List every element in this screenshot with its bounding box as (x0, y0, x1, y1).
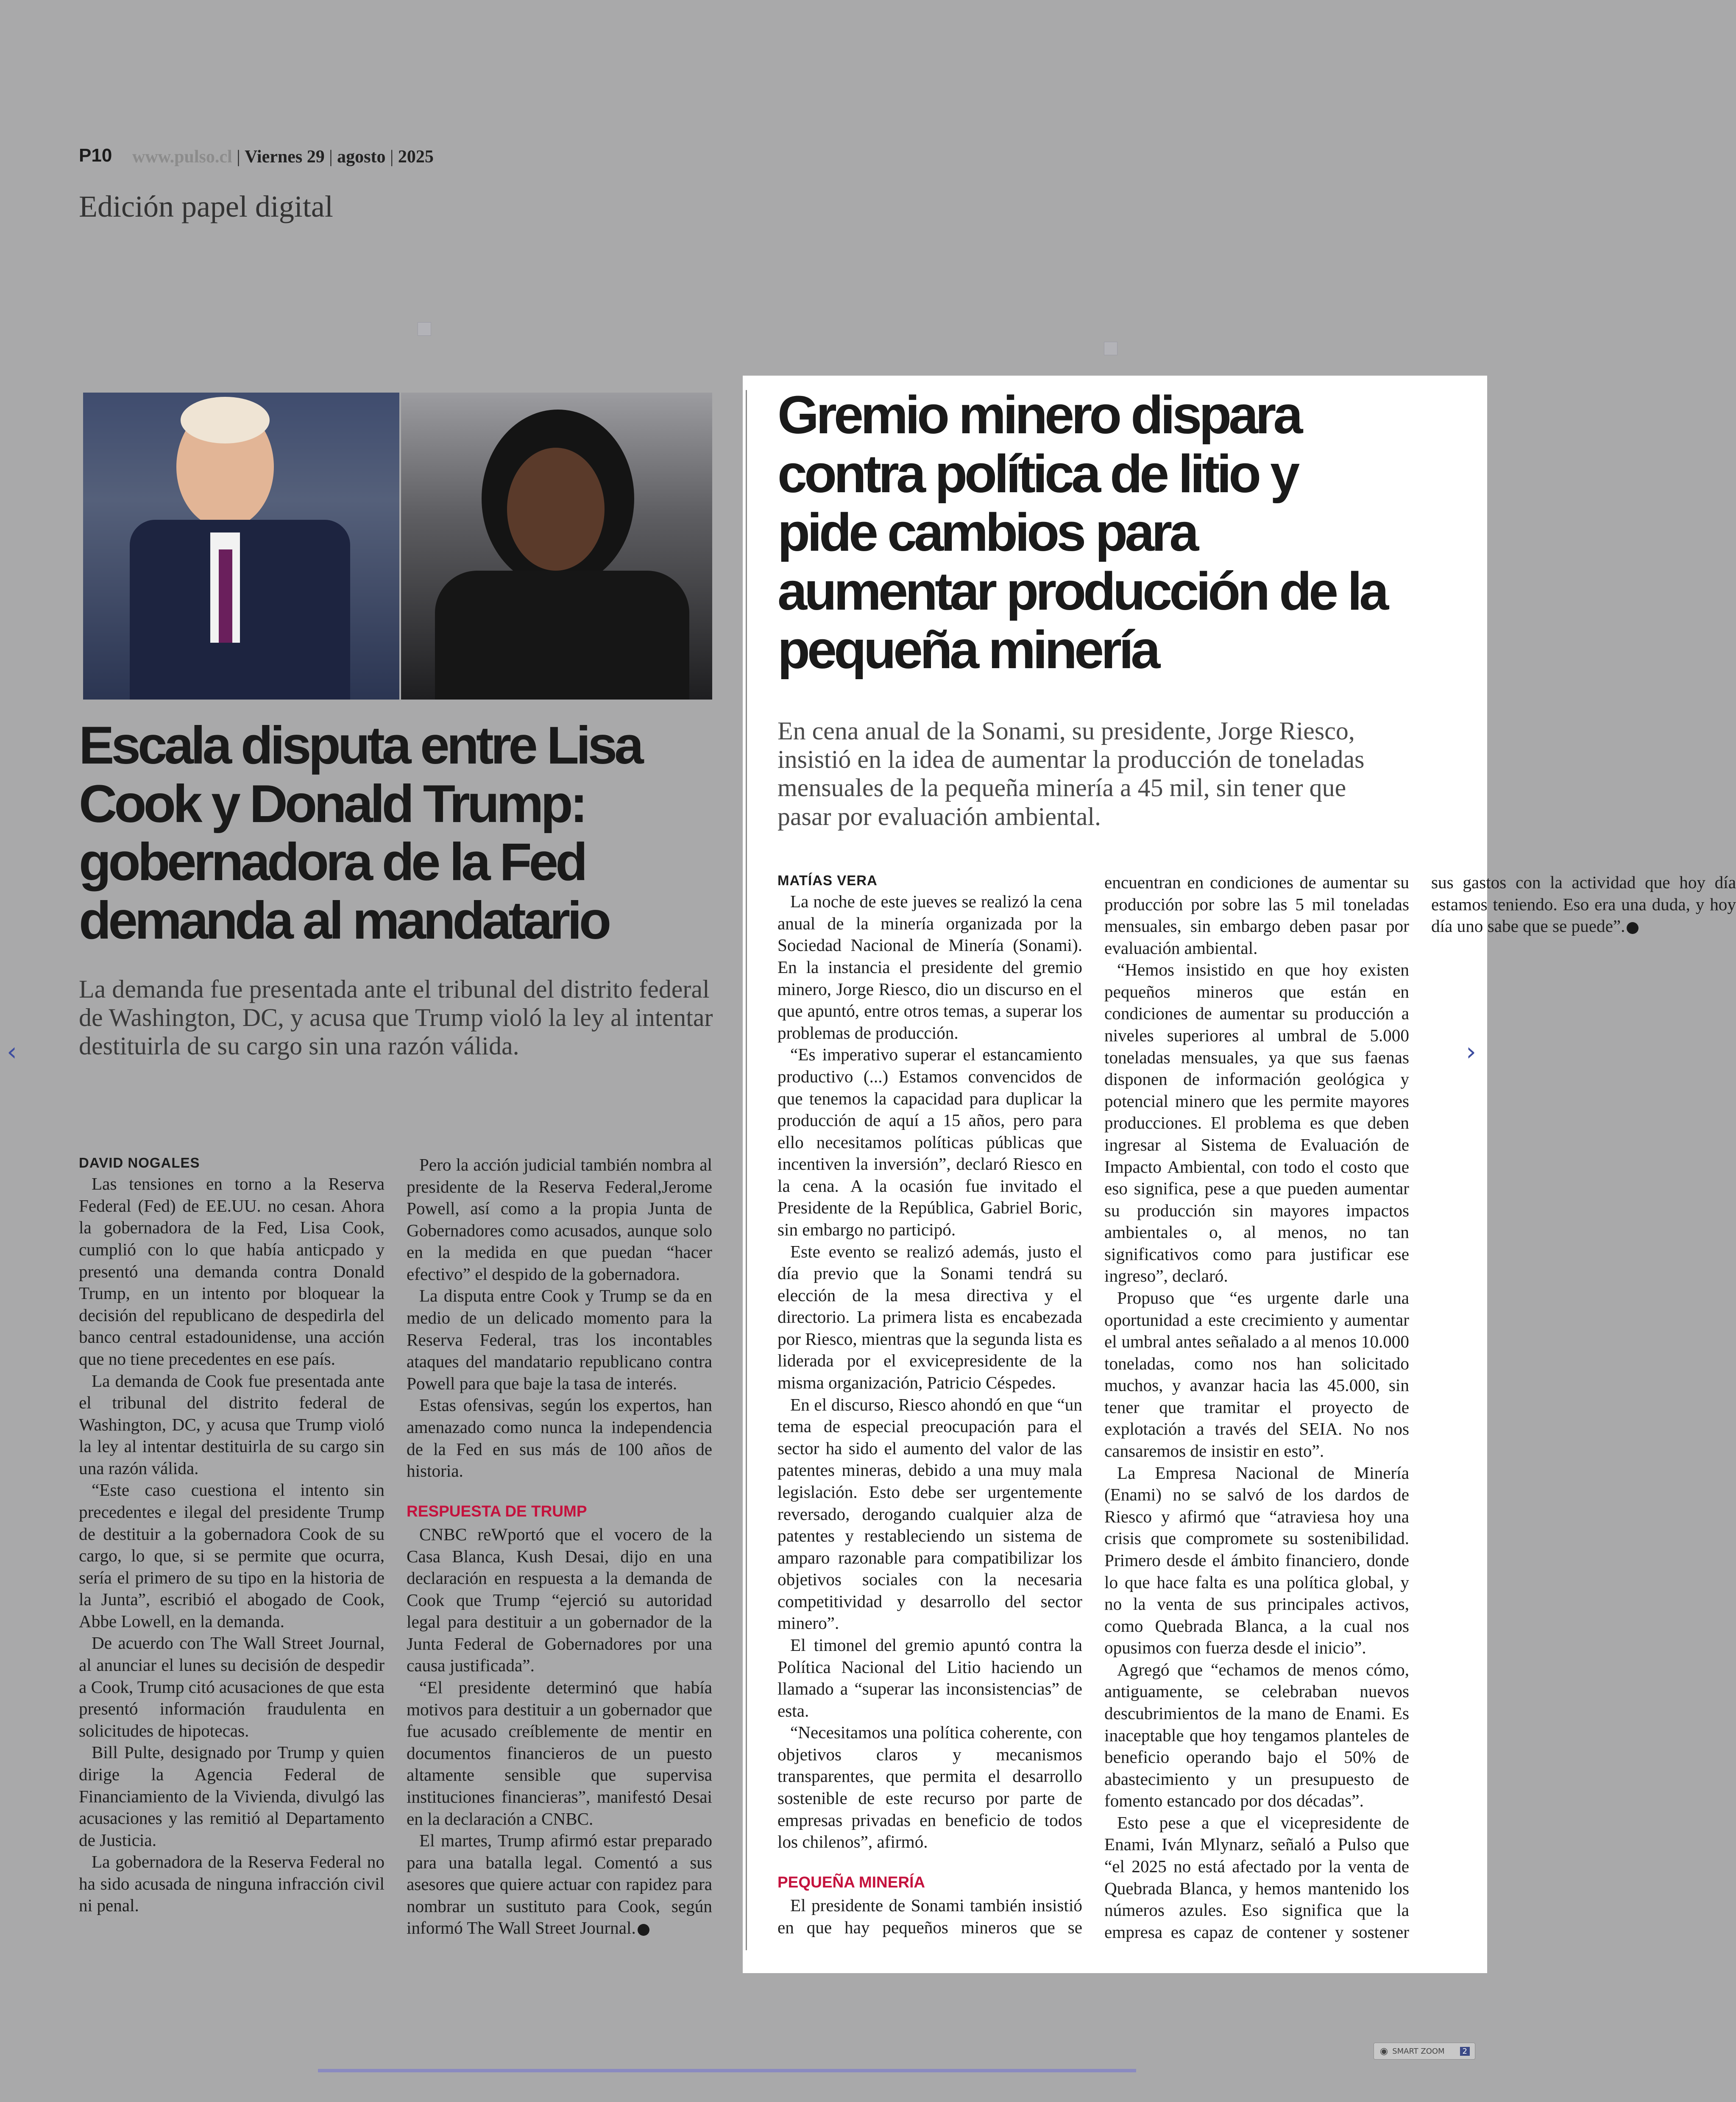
separator: | (237, 147, 240, 167)
paragraph: “Necesitamos una política coherente, con objetivos claros y mecanismos transparentes, que permita el desarrollo sostenible de este recurso por parte de empresas privadas en beneficio de todos los chilenos”, afirmó. (777, 1723, 1082, 1852)
suit-shape (130, 520, 350, 700)
paragraph: El presidente de Sonami también insistió en que hay pequeños mineros que se encuentran en condiciones de aumentar su producción por sobre las 5 mil toneladas mensuales, sin embargo deben pasar por evaluación ambiental. (777, 873, 1409, 1937)
tie-shape (219, 549, 232, 643)
paragraph-final (407, 1830, 712, 1939)
left-story-body (79, 1154, 712, 1950)
header-month: agosto (337, 147, 386, 167)
page-marker-icon[interactable] (1104, 342, 1117, 355)
smart-zoom-label: SMART ZOOM (1392, 2046, 1445, 2056)
page-number: P10 (79, 145, 112, 166)
paragraph: La demanda de Cook fue presentada ante el tribunal del distrito federal de Washington, DC, y acusa que Trump violó la ley al intentar destituirla de su cargo sin una razón válida. (79, 1371, 385, 1478)
smart-zoom-button[interactable] (1374, 2043, 1475, 2060)
byline: MATÍAS VERA (777, 873, 878, 888)
header-year: 2025 (398, 147, 434, 167)
pulso-end-icon (638, 1924, 649, 1936)
right-story-dek: En cena anual de la Sonami, su presidente, Jorge Riesco, insistió en la idea de aumentar la producción de toneladas mensuales de la pequeña minería a 45 mil, sin tener que pasar por evaluación ambiental. (777, 716, 1365, 831)
paragraph: El timonel del gremio apuntó contra la Política Nacional del Litio haciendo un llamado a “superar las inconsistencias” de esta. (777, 1635, 1082, 1720)
paragraph: La Empresa Nacional de Minería (Enami) no se salvó de los dardos de Riesco y afirmó que “atraviesa hoy una crisis que compromete su sostenibilidad. Primero desde el ámbito financiero, donde lo que hace falta es una política global, y no la venta de sus principales activos, como Quebrada Blanca, a la cual nos opusimos con fuerza desde el inicio”. (1104, 1463, 1409, 1658)
right-story-body (777, 872, 1736, 1955)
paragraph: En el discurso, Riesco ahondó en que “un tema de especial preocupación para el sector ha sido el aumento del valor de las patentes mineras, debido a una muy mala legislación. Esto debe ser urgentemente reversado, derogando cualquier alza de patentes y restableciendo un sistema de amparo razonable para compatibilizar los objetivos sociales con la necesaria competitividad y desarrollo del sector minero”. (777, 1394, 1082, 1633)
paragraph-text: El martes, Trump afirmó estar preparado para una batalla legal. Comentó a sus asesores que quiere actuar con rapidez para nombrar un sustituto para Cook, según informó The Wall Street Journal. (407, 1831, 712, 1938)
subhead: RESPUESTA DE TRUMP (407, 1502, 587, 1520)
left-story-header (79, 716, 715, 1061)
paragraph: Agregó que “echamos de menos cómo, antiguamente, se celebraban nuevos descubrimientos de la mano de Enami. Es inaceptable que hoy tengamos planteles de beneficio operando bajo el 50% de abastecimiento y un presupuesto de fomento estancado por dos décadas”. (1104, 1659, 1409, 1811)
smart-zoom-value: 2 (1460, 2047, 1470, 2056)
paragraph: La noche de este jueves se realizó la cena anual de la minería organizada por la Sociedad Nacional de Minería (Sonami). En la instancia el presidente del gremio minero, Jorge Riesco, dio un discurso en el que apuntó, entre otros temas, a superar los problemas de producción. (777, 892, 1082, 1043)
cook-photo (401, 393, 712, 700)
paragraph: “Hemos insistido en que hoy existen pequeños mineros que están en condiciones de aumentar su producción a niveles superiores al umbral de 5.000 toneladas mensuales, ya que sus faenas disponen de información geológica y potencial minero que les permite mayores producciones. El problema es que deben ingresar al Sistema de Evaluación de Impacto Ambiental, con todo el costo que eso significa, pese a que pueden aumentar su producción sin mayores impactos ambientales o, al menos, no tan significativos como para justificar ese ingreso”, declaró. (1104, 960, 1409, 1286)
paragraph: Pero la acción judicial también nombra al presidente de la Reserva Federal,Jerome Powell, así como a la propia Junta de Gobernadores como acusados, aunque solo en la medida en que puedan “hacer efectivo” el despido de la gobernadora. (407, 1155, 712, 1284)
trump-photo (83, 393, 399, 700)
site-url[interactable]: www.pulso.cl (132, 147, 232, 167)
byline: DAVID NOGALES (79, 1155, 200, 1171)
paragraph: Propuso que “es urgente darle una oportunidad a este crecimiento y aumentar el umbral antes señalado a al menos 10.000 toneladas, como nos han solicitado muchos, y avanzar hacia las 45.000, sin tener que tramitar el proyecto de explotación a través del SEIA. No nos cansaremos de insistir en esto”. (1104, 1288, 1409, 1461)
column-divider (746, 390, 747, 1950)
separator: | (390, 147, 394, 167)
chevron-left-icon[interactable]: ‹ (7, 1037, 17, 1067)
paragraph: Las tensiones en torno a la Reserva Federal (Fed) de EE.UU. no cesan. Ahora la gobernadora de la Fed, Lisa Cook, cumplió con lo que había anticpado y presentó una demanda contra Donald Trump, en un intento por bloquear la decisión del republicano de despedirla del banco central estadounidense, una acción que no tiene precedentes en ese país. (79, 1174, 385, 1369)
paragraph: CNBC reWportó que el vocero de la Casa Blanca, Kush Desai, dijo en una declaración en respuesta a la demanda de Cook que Trump “ejerció su autoridad legal para destituir a un gobernador de la Junta Federal de Gobernadores por una causa justificada”. (407, 1524, 712, 1675)
header-meta (132, 147, 434, 167)
paragraph: “El presidente determinó que había motivos para destituir a un gobernador que fue acusado creíblemente de mentir en documentos financieros de un puesto altamente sensible que supervisa instituciones financieras”, manifestó Desai en la declaración a CNBC. (407, 1678, 712, 1829)
hair-shape (181, 397, 270, 443)
right-story-header (777, 386, 1401, 831)
paragraph: Estas ofensivas, según los expertos, han amenazado como nunca la independencia de la Fed en sus más de 100 años de historia. (407, 1395, 712, 1481)
paragraph-text: Esto pese a que el vicepresidente de Enami, Iván Mlynarz, señaló a Pulso que “el 2025 no está afectado por la venta de Quebrada Blanca, y hemos mantenido los números azules. Eso significa que la empresa es capaz de contener y sostener sus gastos con la actividad que hoy día estamos teniendo. Eso era una duda, y hoy día uno sabe que se puede”. (1104, 873, 1736, 1942)
paragraph: “Es imperativo superar el estancamiento productivo (...) Estamos convencidos de que tenemos la capacidad para duplicar la producción de aquí a 15 años, pero para ello necesitamos políticas públicas que incentiven la inversión”, declaró Riesco en la cena. A la ocasión fue invitado el Presidente de la República, Gabriel Boric, sin embargo no participó. (777, 1045, 1082, 1239)
left-story-dek: La demanda fue presentada ante el tribunal del distrito federal de Washington, DC, y acusa que Trump violó la ley al intentar destituirla de su cargo sin una razón válida. (79, 975, 713, 1060)
paragraph: La gobernadora de la Reserva Federal no ha sido acusada de ninguna infracción civil ni penal. (79, 1852, 385, 1915)
header-day: Viernes 29 (245, 147, 325, 167)
page-scrollbar[interactable] (318, 2069, 1136, 2072)
paragraph: Bill Pulte, designado por Trump y quien dirige la Agencia Federal de Financiamiento de la Vivienda, divulgó las acusaciones y las remitió al Departamento de Justicia. (79, 1742, 385, 1850)
paragraph: La disputa entre Cook y Trump se da en medio de un delicado momento para la Reserva Federal, tras los incontables ataques del mandatario republicano contra Powell para que baje la tasa de interés. (407, 1286, 712, 1393)
paragraph: Este evento se realizó además, justo el día previo que la Sonami tendrá su elección de la mesa directiva y el directorio. La primera lista es encabezada por Riesco, mientras que la segunda lista es liderada por el exvicepresidente de la misma organización, Patricio Céspedes. (777, 1241, 1082, 1393)
subhead: PEQUEÑA MINERÍA (777, 1873, 925, 1891)
eye-icon: ◉ (1380, 2046, 1388, 2057)
scrollbar-thumb[interactable] (318, 2069, 1136, 2072)
pulso-end-icon (1627, 922, 1638, 934)
edition-label: Edición papel digital (79, 190, 333, 223)
right-story-title: Gremio minero dispara contra política de litio y pide cambios para aumentar producción de la pequeña minería (777, 385, 1386, 680)
separator: | (329, 147, 333, 167)
chevron-right-icon[interactable]: › (1466, 1037, 1476, 1067)
paragraph: De acuerdo con The Wall Street Journal, al anunciar el lunes su decisión de despedir a Cook, Trump citó acusaciones de que esta presentó información fraudulenta en solicitudes de hipotecas. (79, 1633, 385, 1740)
left-story-title: Escala disputa entre Lisa Cook y Donald Trump: gobernadora de la Fed demanda al mandatario (79, 716, 641, 950)
face-shape (507, 448, 605, 571)
paragraph: “Este caso cuestiona el intento sin precedentes e ilegal del presidente Trump de destituir a la gobernadora Cook de su cargo, lo que, si se permite que ocurra, sería el primero de su tipo en la historia de la Junta”, escribió el abogado de Cook, Abbe Lowell, en la demanda. (79, 1480, 385, 1631)
page-marker-icon[interactable] (418, 322, 431, 336)
clothing-shape (435, 571, 689, 700)
